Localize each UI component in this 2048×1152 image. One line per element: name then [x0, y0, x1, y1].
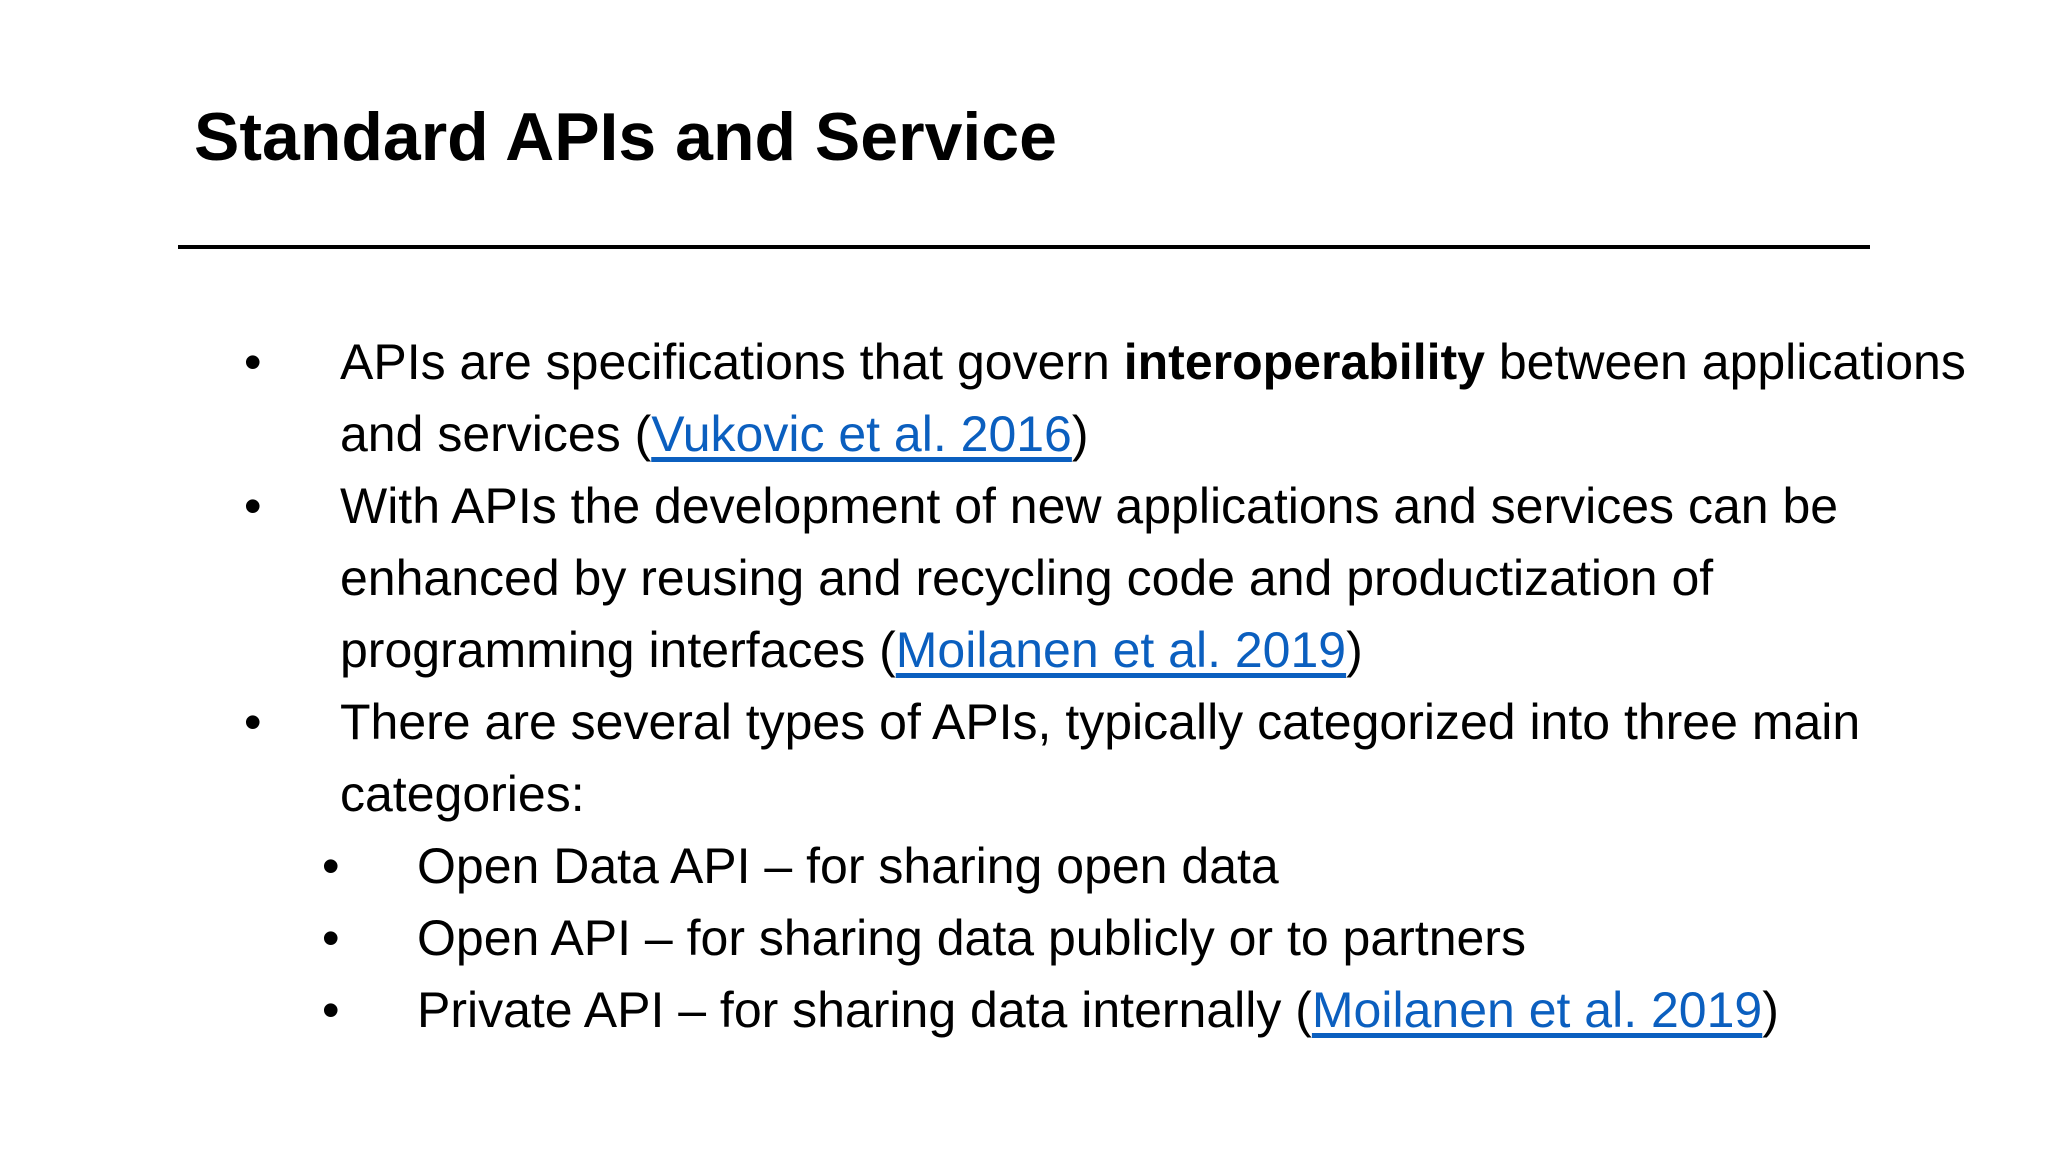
citation-link[interactable]: Vukovic et al. 2016	[651, 406, 1072, 462]
bullet-dot-icon: •	[322, 910, 340, 966]
bullet-item	[0, 686, 2020, 830]
title-divider	[178, 245, 1870, 249]
sub-bullet-item	[0, 902, 2017, 974]
bullet-dot-icon: •	[322, 982, 340, 1038]
bullet-dot-icon: •	[244, 334, 262, 390]
bullet-list	[0, 326, 2048, 1046]
bullet-text: Private API – for sharing data internally (	[417, 982, 1312, 1038]
bullet-dot-icon: •	[244, 478, 262, 534]
bullet-text: APIs are specifications that govern	[340, 334, 1124, 390]
bullet-text: There are several types of APIs, typically categorized into three main categories:	[340, 694, 1861, 822]
bullet-text: )	[1762, 982, 1779, 1038]
bold-term: interoperability	[1123, 334, 1485, 390]
bullet-text: )	[1346, 622, 1363, 678]
bullet-text: Open API – for sharing data publicly or to partners	[417, 910, 1526, 966]
bullet-item	[0, 326, 2020, 470]
citation-link[interactable]: Moilanen et al. 2019	[1311, 982, 1763, 1038]
bullet-dot-icon: •	[244, 694, 262, 750]
bullet-item	[0, 470, 2020, 686]
bullet-dot-icon: •	[322, 838, 340, 894]
bullet-text: )	[1071, 406, 1089, 462]
sub-bullet-item	[0, 830, 2017, 902]
bullet-text: Open Data API – for sharing open data	[417, 838, 1279, 894]
bullet-text: With APIs the development of new applications and services can be enhanced by reusing and recycling code and productization of programming interfaces (	[340, 478, 1839, 678]
slide-title: Standard APIs and Service	[194, 99, 1057, 175]
sub-bullet-item	[0, 974, 2017, 1046]
bullet-text: between applications and services (	[340, 334, 1966, 462]
citation-link[interactable]: Moilanen et al. 2019	[895, 622, 1347, 678]
